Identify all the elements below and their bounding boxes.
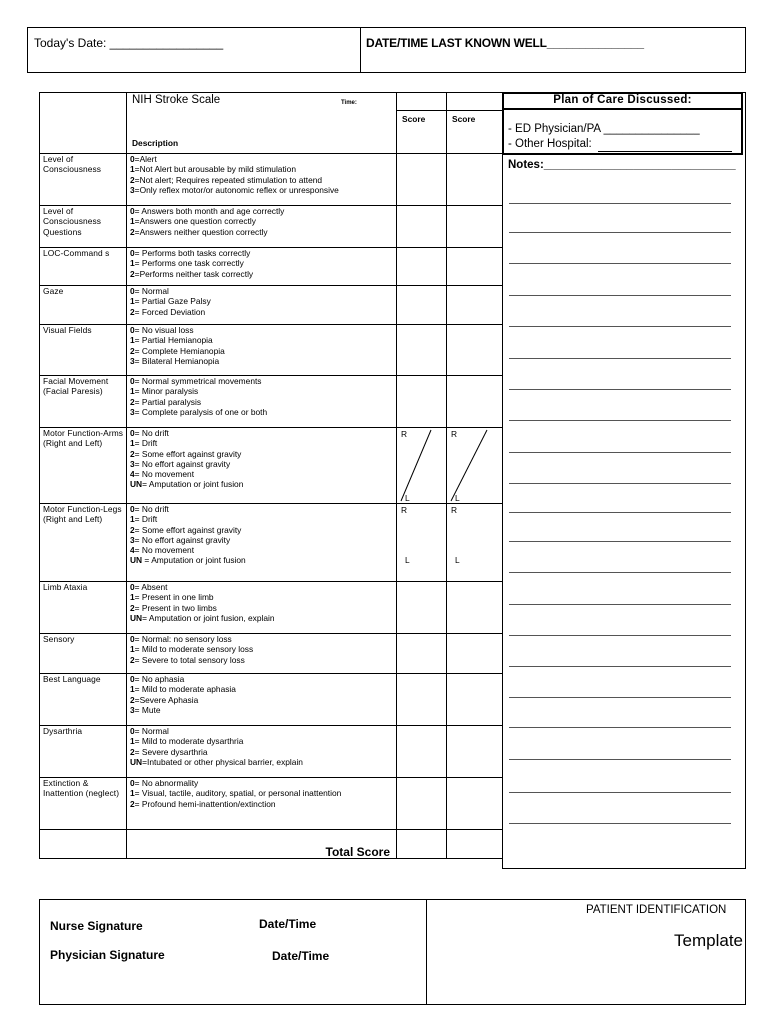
score-cell-2[interactable] (447, 154, 503, 206)
category-cell: Facial Movement (Facial Paresis) (40, 376, 127, 428)
score-meaning: = No effort against gravity (134, 458, 231, 469)
notes-line[interactable] (509, 541, 731, 542)
description-cell (127, 286, 397, 325)
score-value: 2 (130, 226, 135, 237)
score-value: 2 (130, 174, 135, 185)
description-line (130, 684, 394, 694)
score-cell-1[interactable] (397, 428, 447, 504)
score-meaning: = Forced Deviation (134, 306, 206, 317)
score-value: 4 (130, 545, 135, 556)
score-cell-1[interactable] (397, 778, 447, 830)
score-value: 0 (130, 726, 135, 736)
score-value: 0 (130, 248, 135, 258)
score-meaning: =Only reflex motor/or autonomic reflex or unresponsive (134, 184, 339, 195)
description-line (130, 655, 394, 665)
description-line (130, 356, 394, 366)
scale-title-cell (127, 93, 397, 154)
score-meaning: = Mild to moderate sensory loss (134, 644, 254, 655)
score-value: 1 (130, 736, 135, 747)
description-line (130, 634, 394, 644)
category-cell: Limb Ataxia (40, 582, 127, 634)
description-line (130, 185, 394, 195)
score-meaning: =Severe Aphasia (134, 694, 199, 705)
description-line (130, 286, 394, 296)
score-meaning: = Performs both tasks correctly (134, 248, 251, 258)
score-meaning: = No abnormality (134, 778, 199, 788)
right-label: R (451, 429, 458, 439)
ed-physician-field[interactable]: - ED Physician/PA _______________ (508, 123, 700, 135)
date-time-label-2: Date/Time (272, 949, 330, 963)
table-row (40, 206, 503, 248)
score-value: UN (130, 756, 143, 767)
notes-line[interactable] (509, 452, 731, 453)
description-cell (127, 154, 397, 206)
score-value: 2 (130, 602, 135, 613)
left-label: L (455, 492, 460, 503)
score-cell-1[interactable] (397, 504, 447, 582)
description-line (130, 164, 394, 174)
description-line (130, 154, 394, 164)
description-line (130, 603, 394, 613)
score-cell-2[interactable] (447, 376, 503, 428)
score-meaning: = Drift (134, 514, 158, 525)
category-cell: Gaze (40, 286, 127, 325)
notes-line[interactable] (509, 823, 731, 824)
notes-line[interactable] (509, 295, 731, 296)
notes-line[interactable] (509, 232, 731, 233)
score-meaning: = No drift (134, 504, 169, 514)
score-meaning: = Normal (134, 286, 169, 296)
score-value: 3 (130, 406, 135, 417)
score-meaning: = No movement (134, 469, 195, 480)
score-meaning: = Partial paralysis (134, 396, 202, 407)
score-cell-2[interactable] (447, 726, 503, 778)
score-meaning: =Answers neither question correctly (134, 226, 268, 237)
score-value: 2 (130, 746, 135, 757)
description-line (130, 269, 394, 279)
score-value: 1 (130, 684, 135, 695)
notes-line[interactable] (509, 326, 731, 327)
score-meaning: =Performs neither task correctly (134, 268, 254, 279)
score-value: 0 (130, 376, 135, 386)
score-label-1: Score (402, 114, 426, 124)
score-value: 0 (130, 634, 135, 644)
description-cell (127, 376, 397, 428)
score-value: 3 (130, 534, 135, 545)
description-line (130, 525, 394, 535)
score-value: 1 (130, 592, 135, 603)
notes-field[interactable]: Notes:______________________________ (508, 159, 736, 171)
right-label: R (451, 505, 458, 515)
nurse-signature-label: Nurse Signature (50, 919, 143, 933)
notes-line[interactable] (509, 358, 731, 359)
category-cell: Sensory (40, 634, 127, 674)
description-line (130, 449, 394, 459)
score-cell-2[interactable] (447, 504, 503, 582)
description-cell (127, 634, 397, 674)
score-value: 1 (130, 514, 135, 525)
description-line (130, 799, 394, 809)
table-row (40, 376, 503, 428)
score-value: 1 (130, 386, 135, 397)
score-meaning: = Mild to moderate aphasia (134, 684, 236, 695)
scale-title: NIH Stroke Scale (132, 94, 221, 106)
notes-line[interactable] (509, 263, 731, 264)
description-cell (127, 428, 397, 504)
score-value: 0 (130, 154, 135, 164)
score-value: 2 (130, 396, 135, 407)
notes-line[interactable] (509, 389, 731, 390)
notes-line[interactable] (509, 604, 731, 605)
score-value: 0 (130, 286, 135, 296)
table-row (40, 726, 503, 778)
header-empty-cell (40, 93, 127, 154)
notes-line[interactable] (509, 759, 731, 760)
description-line (130, 335, 394, 345)
score-meaning: = Partial Hemianopia (134, 335, 213, 346)
description-line (130, 726, 394, 736)
score-value: 3 (130, 355, 135, 366)
description-line (130, 206, 394, 216)
score-cell-1[interactable] (397, 674, 447, 726)
score-meaning: = Normal: no sensory loss (134, 634, 232, 644)
score-header-2 (447, 93, 503, 154)
footer-divider (426, 899, 427, 1005)
score-cell-2[interactable] (447, 778, 503, 830)
score-meaning: = Profound hemi-inattention/extinction (134, 798, 276, 809)
description-label: Description (132, 138, 179, 148)
total-score-2[interactable] (447, 830, 503, 859)
diagonal-divider (397, 428, 446, 503)
description-line (130, 555, 394, 565)
table-row (40, 154, 503, 206)
description-line (130, 504, 394, 514)
description-line (130, 644, 394, 654)
description-line (130, 736, 394, 746)
table-row (40, 248, 503, 286)
score-meaning: = Complete paralysis of one or both (134, 406, 268, 417)
notes-line[interactable] (509, 666, 731, 667)
total-empty-cell (40, 830, 127, 859)
score-meaning: = Mild to moderate dysarthria (134, 736, 244, 747)
description-line (130, 778, 394, 788)
score-cell-1[interactable] (397, 206, 447, 248)
total-score-1[interactable] (397, 830, 447, 859)
category-cell: Best Language (40, 674, 127, 726)
score-meaning: =Not alert; Requires repeated stimulation to attend (134, 174, 323, 185)
score-cell-1[interactable] (397, 634, 447, 674)
notes-line[interactable] (509, 792, 731, 793)
left-label: L (405, 492, 410, 503)
score-meaning: = Some effort against gravity (134, 448, 242, 459)
table-row (40, 674, 503, 726)
score-cell-1[interactable] (397, 325, 447, 376)
score-cell-1[interactable] (397, 376, 447, 428)
description-cell (127, 778, 397, 830)
score-meaning: = No effort against gravity (134, 534, 231, 545)
category-cell: Visual Fields (40, 325, 127, 376)
table-row (40, 428, 503, 504)
score-meaning: = Amputation or joint fusion (142, 555, 246, 566)
total-score-label: Total Score (325, 844, 390, 859)
score-cell-2[interactable] (447, 206, 503, 248)
category-cell: Dysarthria (40, 726, 127, 778)
description-line (130, 307, 394, 317)
todays-date-field[interactable]: Today's Date: _________________ (34, 36, 224, 50)
score-cell-1[interactable] (397, 582, 447, 634)
description-line (130, 674, 394, 684)
score-meaning: =Not Alert but arousable by mild stimulation (134, 164, 296, 175)
score-value: 2 (130, 694, 135, 705)
description-line (130, 258, 394, 268)
score-meaning: =Answers one question correctly (134, 216, 256, 227)
description-line (130, 407, 394, 417)
description-line (130, 757, 394, 767)
score-meaning: = Amputation or joint fusion, explain (142, 612, 275, 623)
description-line (130, 248, 394, 258)
table-row (40, 325, 503, 376)
score-meaning: = Complete Hemianopia (134, 345, 225, 356)
score-value: 3 (130, 704, 135, 715)
score-value: 0 (130, 504, 135, 514)
score-value: 2 (130, 345, 135, 356)
score-meaning: = Answers both month and age correctly (134, 206, 285, 216)
score-value: 1 (130, 335, 135, 346)
plan-title: Plan of Care Discussed: (553, 94, 692, 106)
score-cell-2[interactable] (447, 582, 503, 634)
description-cell (127, 504, 397, 582)
score-value: UN (130, 555, 143, 566)
other-hospital-underline (598, 151, 732, 152)
description-line (130, 514, 394, 524)
total-score-cell (127, 830, 397, 859)
score-value: 1 (130, 788, 135, 799)
description-line (130, 296, 394, 306)
description-cell (127, 248, 397, 286)
score-meaning: = Absent (134, 582, 168, 592)
score-cell-2[interactable] (447, 248, 503, 286)
category-cell: LOC-Command s (40, 248, 127, 286)
date-time-label-1: Date/Time (259, 917, 317, 931)
table-row (40, 582, 503, 634)
score-value: 0 (130, 582, 135, 592)
score-value: 0 (130, 206, 135, 216)
score-value: 0 (130, 778, 135, 788)
notes-line[interactable] (509, 512, 731, 513)
score-meaning: =Alert (134, 154, 157, 164)
score-value: 2 (130, 798, 135, 809)
right-label: R (401, 429, 408, 439)
left-label: L (405, 555, 410, 565)
score-value: 1 (130, 296, 135, 307)
score-meaning: = Bilateral Hemianopia (134, 355, 220, 366)
description-line (130, 428, 394, 438)
score-cell-2[interactable] (447, 634, 503, 674)
description-line (130, 545, 394, 555)
score-value: 0 (130, 428, 135, 438)
notes-line[interactable] (509, 697, 731, 698)
score-meaning: = Normal (134, 726, 169, 736)
description-cell (127, 582, 397, 634)
score-value: 2 (130, 268, 135, 279)
notes-line[interactable] (509, 635, 731, 636)
physician-signature-label: Physician Signature (50, 948, 165, 962)
description-line (130, 325, 394, 335)
template-label: Template (674, 931, 743, 950)
table-row (40, 504, 503, 582)
notes-line[interactable] (509, 727, 731, 728)
description-line (130, 613, 394, 623)
score-value: 1 (130, 164, 135, 175)
diagonal-divider (447, 428, 502, 503)
score-meaning: = Severe dysarthria (134, 746, 208, 757)
table-row (40, 286, 503, 325)
score-cell-1[interactable] (397, 154, 447, 206)
score-meaning: = Some effort against gravity (134, 524, 242, 535)
last-known-well-field[interactable]: DATE/TIME LAST KNOWN WELL_______________ (366, 36, 644, 50)
description-line (130, 747, 394, 757)
description-line (130, 397, 394, 407)
score-meaning: = Minor paralysis (134, 386, 199, 397)
score-value: 1 (130, 644, 135, 655)
header-divider (360, 27, 361, 73)
score-value: UN (130, 479, 143, 490)
description-line (130, 695, 394, 705)
score-value: 4 (130, 469, 135, 480)
score-meaning: =Intubated or other physical barrier, explain (142, 756, 303, 767)
right-label: R (401, 505, 408, 515)
category-cell: Level of Consciousness (40, 154, 127, 206)
description-line (130, 175, 394, 185)
score-label-2: Score (452, 114, 476, 124)
score-meaning: = Present in one limb (134, 592, 214, 603)
score-value: 1 (130, 216, 135, 227)
score-meaning: = No movement (134, 545, 195, 556)
other-hospital-field[interactable]: - Other Hospital: (508, 138, 592, 150)
description-line (130, 592, 394, 602)
score-cell-2[interactable] (447, 286, 503, 325)
score-meaning: = Visual, tactile, auditory, spatial, or personal inattention (134, 788, 342, 799)
category-cell: Motor Function-Legs (Right and Left) (40, 504, 127, 582)
nih-stroke-scale-table (39, 92, 503, 859)
patient-identification-label: PATIENT IDENTIFICATION (586, 904, 727, 916)
score-cell-2[interactable] (447, 674, 503, 726)
description-line (130, 479, 394, 489)
score-value: 0 (130, 674, 135, 684)
table-row (40, 778, 503, 830)
score-meaning: = Present in two limbs (134, 602, 217, 613)
score-cell-2[interactable] (447, 428, 503, 504)
description-line (130, 346, 394, 356)
score-value: 2 (130, 448, 135, 459)
score-value: 0 (130, 325, 135, 335)
description-line (130, 216, 394, 226)
score-header-1 (397, 93, 447, 154)
score-meaning: = Amputation or joint fusion (142, 479, 244, 490)
score-cell-1[interactable] (397, 286, 447, 325)
score-value: 1 (130, 258, 135, 269)
description-line (130, 459, 394, 469)
score-cell-2[interactable] (447, 325, 503, 376)
time-label: Time: (341, 100, 357, 106)
score-meaning: = Normal symmetrical movements (134, 376, 262, 386)
score-meaning: = No visual loss (134, 325, 194, 335)
description-line (130, 438, 394, 448)
score-meaning: = No drift (134, 428, 169, 438)
score-meaning: = No aphasia (134, 674, 185, 684)
table-row (40, 634, 503, 674)
description-cell (127, 325, 397, 376)
description-line (130, 376, 394, 386)
score-value: 1 (130, 438, 135, 449)
description-cell (127, 726, 397, 778)
description-line (130, 386, 394, 396)
header-box (27, 27, 746, 73)
category-cell: Level of Consciousness Questions (40, 206, 127, 248)
description-line (130, 705, 394, 715)
description-line (130, 535, 394, 545)
description-line (130, 582, 394, 592)
score-cell-1[interactable] (397, 248, 447, 286)
notes-line[interactable] (509, 483, 731, 484)
description-line (130, 788, 394, 798)
score-meaning: = Mute (134, 704, 161, 715)
description-cell (127, 206, 397, 248)
score-meaning: = Severe to total sensory loss (134, 654, 245, 665)
score-value: 3 (130, 458, 135, 469)
description-cell (127, 674, 397, 726)
score-value: 3 (130, 184, 135, 195)
category-cell: Extinction & Inattention (neglect) (40, 778, 127, 830)
description-line (130, 469, 394, 479)
left-label: L (455, 555, 460, 565)
category-cell: Motor Function-Arms (Right and Left) (40, 428, 127, 504)
notes-line[interactable] (509, 420, 731, 421)
score-value: 2 (130, 524, 135, 535)
score-value: 2 (130, 654, 135, 665)
plan-column (502, 92, 746, 869)
notes-line[interactable] (509, 572, 731, 573)
score-meaning: = Performs one task correctly (134, 258, 244, 269)
score-meaning: = Partial Gaze Palsy (134, 296, 211, 307)
score-value: UN (130, 612, 143, 623)
notes-line[interactable] (509, 203, 731, 204)
score-meaning: = Drift (134, 438, 158, 449)
score-cell-1[interactable] (397, 726, 447, 778)
score-value: 2 (130, 306, 135, 317)
description-line (130, 227, 394, 237)
